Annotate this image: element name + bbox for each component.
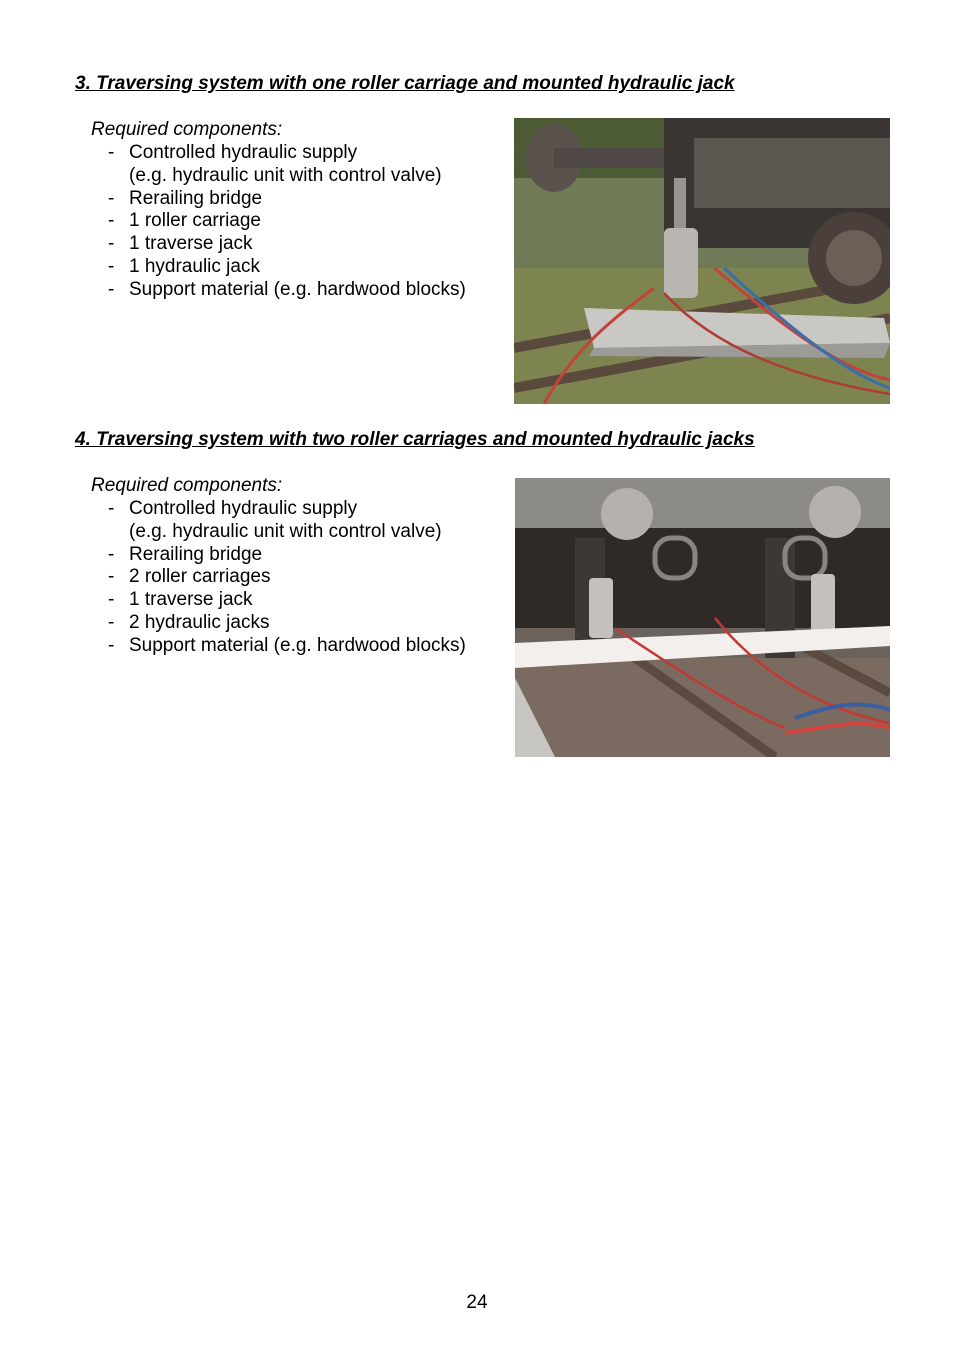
section-3-heading: 3. Traversing system with one roller carriage and mounted hydraulic jack [75,73,735,94]
list-item: - Rerailing bridge [108,543,263,565]
list-item: - 2 hydraulic jacks [108,611,270,633]
section-4-required-label: Required components: [91,475,283,496]
list-item: - Controlled hydraulic supply [108,498,358,519]
list-item: - Controlled hydraulic supply [108,142,358,163]
photo-two-roller-carriages-graphic [515,478,890,757]
page-number: 24 [466,1292,488,1313]
list-item: - 1 traverse jack [108,233,253,255]
list-item: - 1 roller carriage [108,210,261,232]
list-item: - 1 hydraulic jack [108,255,260,277]
list-item-continuation: (e.g. hydraulic unit with control valve) [129,520,442,542]
section-4-heading: 4. Traversing system with two roller carriages and mounted hydraulic jacks [75,429,755,450]
list-item: - 1 traverse jack [108,589,253,611]
list-item: - Rerailing bridge [108,187,263,209]
photo-single-roller-carriage-graphic [514,118,890,404]
photo-two-roller-carriages [515,478,890,757]
list-item: - Support material (e.g. hardwood blocks) [108,278,466,300]
section-4-components-list [108,498,466,658]
photo-single-roller-carriage [514,118,890,404]
list-item: - Support material (e.g. hardwood blocks) [108,634,466,656]
list-item-continuation: (e.g. hydraulic unit with control valve) [129,164,442,186]
section-3-components-list [108,142,466,302]
list-item: - 2 roller carriages [108,566,271,588]
section-3-required-label: Required components: [91,119,283,140]
